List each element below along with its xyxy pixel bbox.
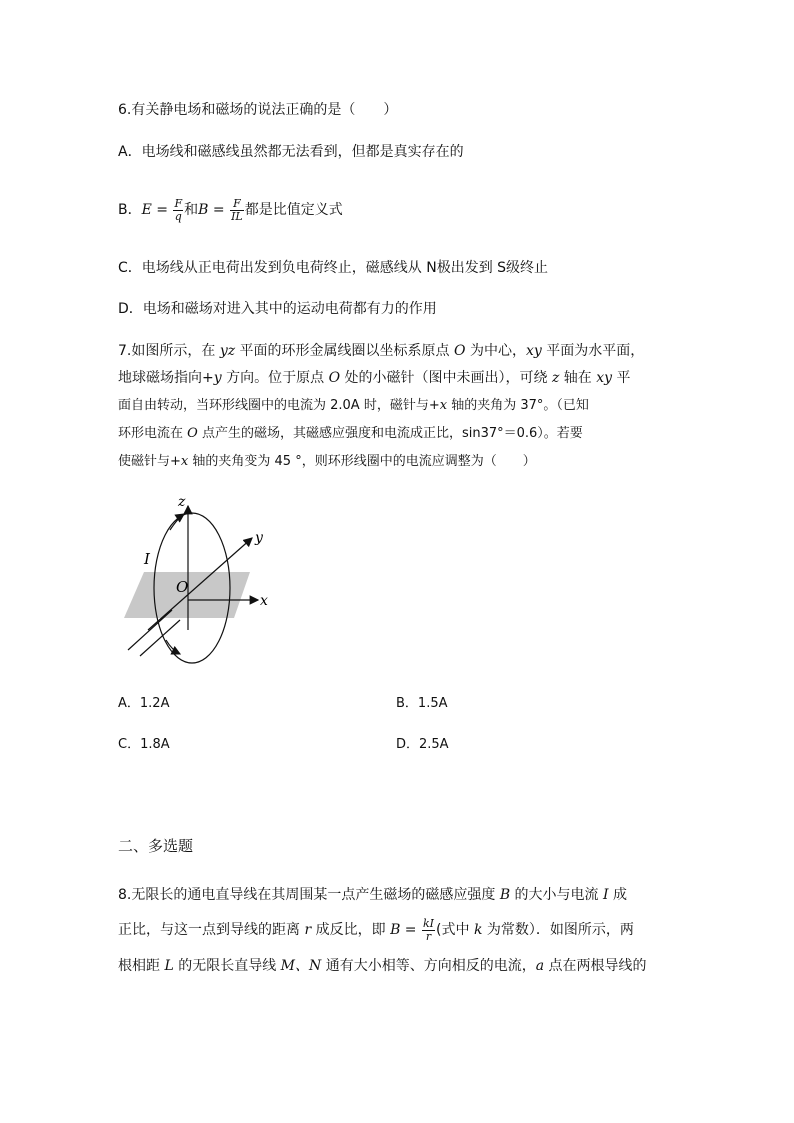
- q7-line-4: [118, 424, 583, 444]
- q6-option-a: A．电场线和磁感线虽然都无法看到，但都是真实存在的: [118, 144, 464, 160]
- q8-l2a: 正比，与这一点到导线的距离: [118, 922, 305, 938]
- q7-l3b: x: [439, 398, 448, 413]
- q8-frac-num: kI: [423, 916, 435, 930]
- q8-line-1: [118, 885, 627, 905]
- q8-l3g: 点在两根导线的: [544, 958, 647, 974]
- q6-b-suffix: 都是比值定义式: [244, 202, 343, 218]
- q8-l2i: k: [473, 922, 483, 938]
- q6-b-B: B: [198, 202, 209, 218]
- q6-b-eq1: =: [151, 202, 173, 218]
- q7-option-a: A．1.2A: [118, 696, 170, 711]
- q6-option-b-prefix: B．: [118, 202, 142, 218]
- q7-l1d: O: [454, 343, 466, 359]
- q8-l2j: 为常数）．如图所示，两: [482, 922, 634, 938]
- q8-fraction-kI-over-r: [422, 918, 435, 943]
- q8-line-2: [118, 915, 634, 945]
- q6-b-E: E: [141, 202, 152, 218]
- q7-l1e: 为中心，: [465, 343, 526, 359]
- q7-l3a: 面自由转动，当环形线圈中的电流为 2.0A 时，磁针与+: [118, 398, 440, 413]
- q7-l2c: 方向。位于原点: [221, 370, 329, 386]
- q8-l3b: L: [164, 958, 174, 974]
- q8-l3d: M、N: [280, 958, 322, 974]
- q6-b-eq2: =: [208, 202, 230, 218]
- q7-l1f: xy: [525, 343, 542, 359]
- label-z: z: [178, 494, 186, 510]
- q7-line-1: [118, 341, 644, 361]
- q7-l1c: 平面的环形金属线圈以坐标系原点: [235, 343, 455, 359]
- q6-b-fraction-F-over-IL: [230, 198, 244, 223]
- label-x: x: [260, 593, 268, 609]
- q6-b-frac1-num: F: [174, 196, 183, 210]
- q6-option-c: C．电场线从正电荷出发到负电荷终止，磁感线从 N极出发到 S级终止: [118, 260, 549, 276]
- q7-l2g: 轴在: [559, 370, 597, 386]
- q8-l3f: a: [535, 958, 545, 974]
- q7-l2h: xy: [596, 370, 613, 386]
- q7-option-b: B．1.5A: [396, 696, 448, 711]
- q6-stem: 6.有关静电场和磁场的说法正确的是（ ）: [118, 102, 398, 118]
- q8-frac-den: r: [425, 929, 432, 943]
- q6-b-frac2-den: IL: [231, 209, 243, 223]
- q7-l2a: 地球磁场指向+: [118, 370, 214, 386]
- label-y: y: [255, 530, 263, 546]
- q7-l4c: 点产生的磁场，其磁感应强度和电流成正比，sin37°＝0.6）。若要: [197, 426, 583, 441]
- q7-l5c: 轴的夹角变为 45 °，则环形线圈中的电流应调整为（ ）: [188, 454, 536, 469]
- q6-b-frac2-num: F: [230, 198, 244, 211]
- q6-b-fraction-F-over-q: [173, 198, 183, 223]
- q7-l1g: 平面为水平面，: [541, 343, 645, 359]
- q7-l4a: 环形电流在: [118, 426, 188, 441]
- q8-l2h: (式中: [436, 922, 474, 938]
- q6-b-frac1-den: q: [174, 209, 182, 223]
- q7-l3c: 轴的夹角为 37°。（已知: [447, 398, 589, 413]
- q7-l2i: 平: [612, 370, 631, 386]
- q7-option-d: D．2.5A: [396, 737, 449, 752]
- q8-l2e: =: [400, 922, 421, 938]
- q7-l5b: x: [180, 454, 189, 469]
- q8-l3c: 的无限长直导线: [173, 958, 281, 974]
- label-I: I: [144, 550, 150, 568]
- q7-l4b: O: [187, 426, 198, 441]
- q7-l2f: z: [551, 370, 560, 386]
- q8-l1d: I: [603, 887, 609, 903]
- q7-line-5: [118, 452, 536, 472]
- q7-l2e: 处的小磁针（图中未画出），可绕: [340, 370, 552, 386]
- q8-l3a: 根相距: [118, 958, 165, 974]
- q6-b-and: 和: [184, 202, 199, 218]
- q7-l2d: O: [328, 370, 341, 386]
- q7-line-3: [118, 396, 589, 416]
- coil-coordinate-figure: [110, 490, 290, 670]
- q7-line-2: [118, 368, 631, 388]
- q8-l1e: 成: [608, 887, 627, 903]
- q8-line-3: [118, 956, 647, 976]
- q7-l1b: yz: [219, 343, 236, 359]
- q8-l2b: r: [304, 922, 312, 938]
- q8-l2d: B: [390, 922, 401, 938]
- section-2-title: 二、多选题: [118, 837, 194, 855]
- q7-option-c: C．1.8A: [118, 737, 170, 752]
- q7-l2b: y: [213, 370, 222, 386]
- q8-l3e: 通有大小相等、方向相反的电流，: [321, 958, 536, 974]
- q8-l1c: 的大小与电流: [510, 887, 604, 903]
- current-arrow-top: [170, 514, 184, 530]
- q8-l1b: B: [499, 887, 511, 903]
- q7-l5a: 使磁针与+: [118, 454, 181, 469]
- q8-l1a: 8.无限长的通电直导线在其周围某一点产生磁场的磁感应强度: [118, 887, 500, 903]
- label-O: O: [176, 578, 189, 596]
- q7-l1a: 7.如图所示，在: [118, 343, 220, 359]
- q6-option-b: [118, 195, 343, 225]
- q8-l2c: 成反比，即: [311, 922, 391, 938]
- q6-option-d: D．电场和磁场对进入其中的运动电荷都有力的作用: [118, 301, 437, 317]
